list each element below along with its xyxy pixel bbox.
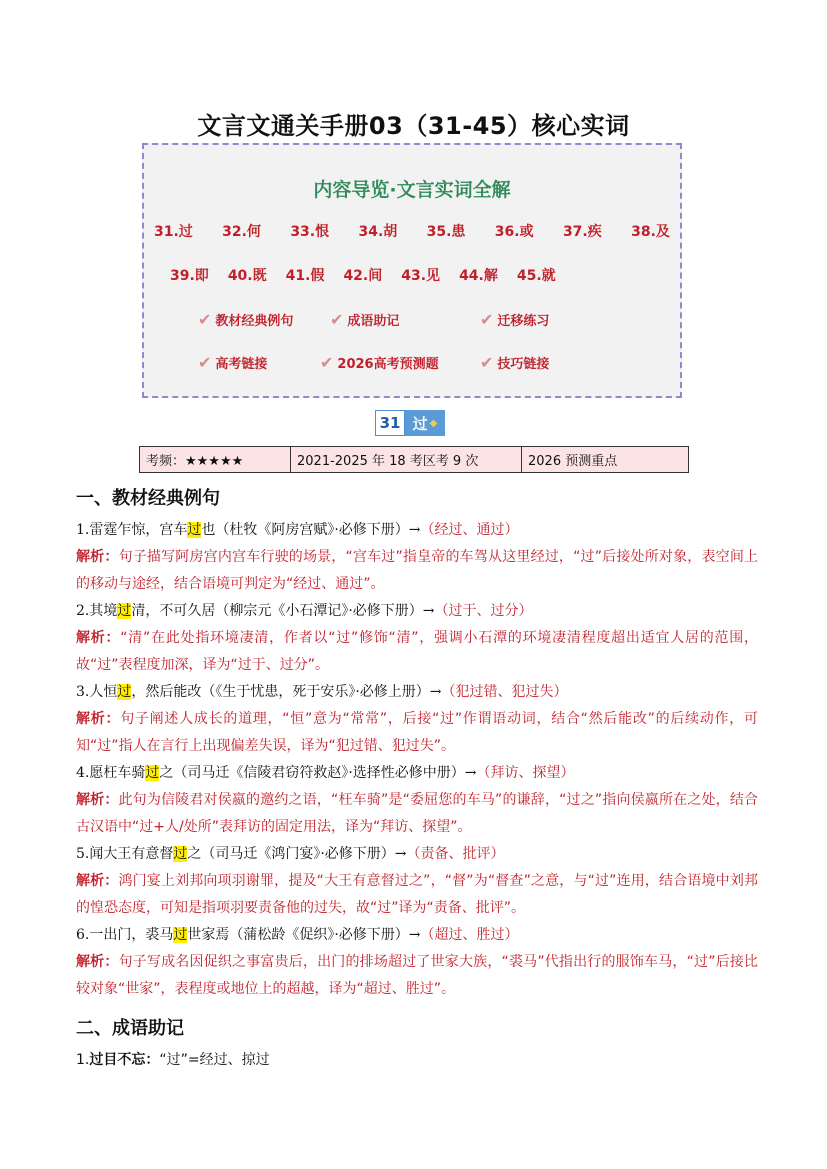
word-item: 43.见	[401, 268, 441, 284]
answer: （责备、批评）	[406, 846, 505, 862]
explanation: 解析：句子写成名因促织之事富贵后，出门的排场超过了世家大族，“裘马”代指出行的服饰车马，“过”后接比较对象“世家”，表程度或地位上的超越，译为“超过、胜过”。	[76, 954, 759, 997]
example-sentence: 5.闻大王有意督过之（司马迁《鸿门宴》·必修下册）→（责备、批评）	[76, 846, 505, 862]
answer: （犯过错、犯过失）	[441, 684, 568, 700]
feature-item: ✔ 2026高考预测题	[320, 353, 439, 372]
example-sentence: 3.人恒过，然后能改（《生于忧患，死于安乐》·必修上册）→（犯过错、犯过失）	[76, 684, 568, 700]
check-icon: ✔	[480, 310, 494, 329]
highlighted-word: 过	[145, 765, 160, 781]
word-item: 39.即	[170, 268, 209, 284]
word-list-row-1	[144, 221, 680, 241]
word-item: 34.胡	[358, 224, 398, 240]
check-icon: ✔	[480, 353, 494, 372]
section-heading: 一、教材经典例句	[76, 488, 220, 509]
word-item: 33.恨	[290, 224, 330, 240]
explanation: 解析：句子描写阿房宫内宫车行驶的场景，“宫车过”指皇帝的车驾从这里经过，“过”后接处所对象，表空间上的移动与途经，结合语境可判定为“经过、通过”。	[76, 549, 759, 592]
explanation: 解析：句子阐述人成长的道理，“恒”意为“常常”，后接“过”作谓语动词，结合“然后能改”的后续动作，可知“过”指人在言行上出现偏差失误，译为“犯过错、犯过失”。	[76, 711, 758, 754]
feature-row-1	[144, 310, 680, 330]
exam-count: 2021-2025 年 18 考区考 9 次	[291, 447, 522, 473]
highlighted-word: 过	[173, 927, 188, 943]
answer: （拜访、探望）	[476, 765, 575, 781]
example-sentence: 2.其境过清，不可久居（柳宗元《小石潭记》·必修下册）→（过于、过分）	[76, 603, 533, 619]
word-char-box	[405, 410, 445, 436]
frequency-table	[139, 446, 689, 473]
example-sentence: 6.一出门，裘马过世家焉（蒲松龄《促织》·必修下册）→（超过、胜过）	[76, 927, 519, 943]
frequency-stars: 考频：★★★★★	[140, 447, 291, 473]
word-item: 37.疾	[562, 224, 602, 240]
check-icon: ✔	[198, 310, 212, 329]
idiom-item: 1.过目不忘：“过”=经过、掠过	[76, 1052, 270, 1068]
overview-heading: 内容导览·文言实词全解	[313, 179, 511, 201]
word-char: 过	[412, 414, 428, 433]
word-item: 40.既	[227, 268, 267, 284]
explanation: 解析：鸿门宴上刘邦向项羽谢罪，提及“大王有意督过之”，“督”为“督查”之意，与“过”连用，结合语境中刘邦的惶恐态度，可知是指项羽要责备他的过失，故“过”译为“责备、批评”。	[76, 873, 758, 916]
word-list-row-2	[144, 265, 680, 285]
explanation: 解析：“清”在此处指环境凄清，作者以“过”修饰“清”，强调小石潭的环境凄清程度超出适宜人居的范围，故“过”表程度加深，译为“过于、过分”。	[76, 630, 759, 673]
feature-item: ✔ 高考链接	[198, 353, 268, 372]
word-item: 38.及	[631, 224, 670, 240]
example-sentence: 4.愿枉车骑过之（司马迁《信陵君窃符救赵》·选择性必修中册）→（拜访、探望）	[76, 765, 575, 781]
answer: （过于、过分）	[434, 603, 533, 619]
highlighted-word: 过	[173, 846, 188, 862]
word-number: 31	[375, 410, 405, 436]
feature-row-2	[144, 353, 680, 373]
word-item: 32.何	[222, 224, 261, 240]
feature-item: ✔ 迁移练习	[480, 310, 550, 329]
feature-item: ✔ 技巧链接	[480, 353, 550, 372]
feature-item: ✔ 成语助记	[330, 310, 400, 329]
highlighted-word: 过	[117, 684, 132, 700]
feature-item: ✔ 教材经典例句	[198, 310, 294, 329]
answer: （经过、通过）	[420, 522, 519, 538]
word-item: 31.过	[154, 224, 193, 240]
content-overview-box	[142, 143, 682, 398]
section-heading: 二、成语助记	[76, 1018, 184, 1039]
word-item: 35.患	[426, 224, 466, 240]
prediction-focus: 2026 预测重点	[522, 447, 689, 473]
check-icon: ✔	[320, 353, 334, 372]
answer: （超过、胜过）	[420, 927, 519, 943]
explanation: 解析：此句为信陵君对侯嬴的邀约之语，“枉车骑”是“委屈您的车马”的谦辞，“过之”指向侯嬴所在之处，结合古汉语中“过+人/处所”表拜访的固定用法，译为“拜访、探望”。	[76, 792, 759, 835]
word-badge	[375, 410, 445, 436]
highlighted-word: 过	[187, 522, 202, 538]
check-icon: ✔	[330, 310, 344, 329]
word-item: 44.解	[459, 268, 498, 284]
diamond-icon: ◆	[429, 417, 438, 429]
example-sentence: 1.雷霆乍惊，宫车过也（杜牧《阿房宫赋》·必修下册）→（经过、通过）	[76, 522, 519, 538]
word-item: 36.或	[494, 224, 534, 240]
page-title: 文言文通关手册03（31-45）核心实词	[197, 112, 630, 140]
word-item: 42.间	[343, 268, 383, 284]
highlighted-word: 过	[117, 603, 132, 619]
check-icon: ✔	[198, 353, 212, 372]
word-item: 41.假	[285, 268, 325, 284]
word-item: 45.就	[516, 268, 556, 284]
